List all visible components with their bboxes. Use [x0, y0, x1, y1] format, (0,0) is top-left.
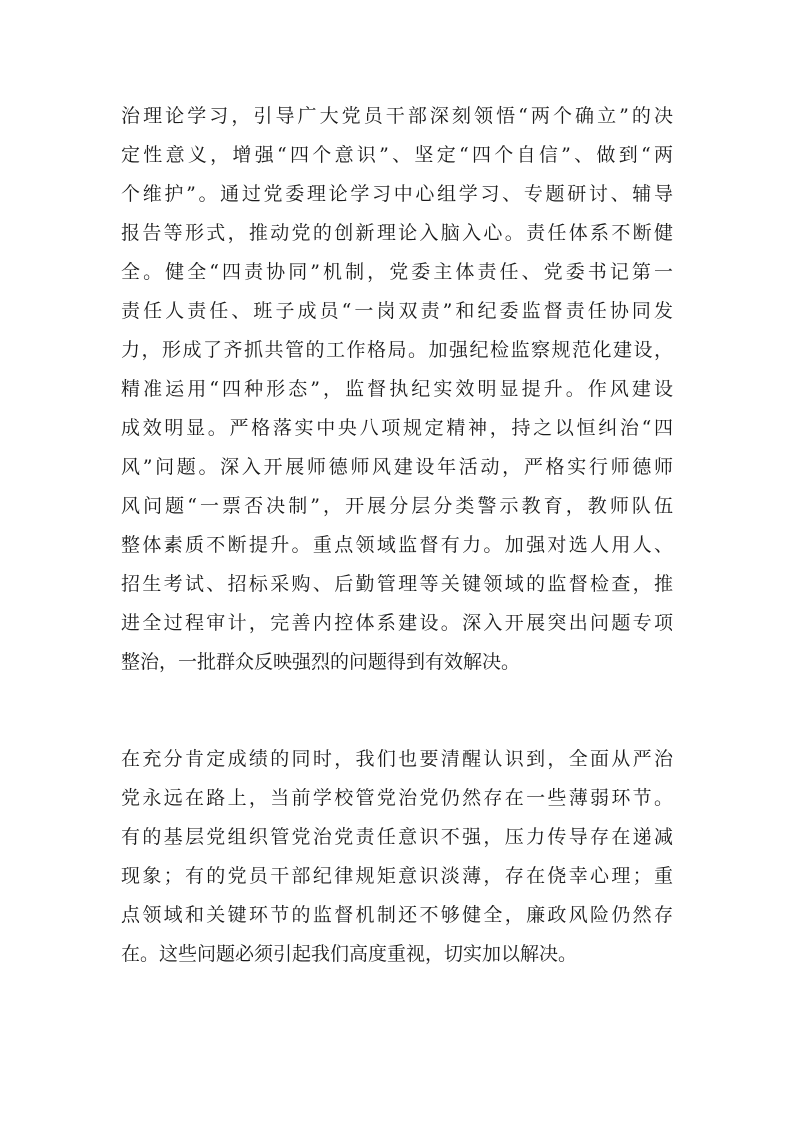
paragraph-1-line-7: 力，形成了齐抓共管的工作格局。加强纪检监察规范化建设，	[121, 339, 673, 361]
paragraph-1-line-11: 风问题“一票否决制”，开展分层分类警示教育，教师队伍	[121, 495, 673, 517]
paragraph-1-line-6: 责任人责任、班子成员“一岗双责”和纪委监督责任协同发	[121, 300, 673, 322]
paragraph-1-line-8: 精准运用“四种形态”，监督执纪实效明显提升。作风建设	[121, 378, 673, 400]
paragraph-1-line-2: 定性意义，增强“四个意识”、坚定“四个自信”、做到“两	[121, 144, 673, 166]
paragraph-2-line-6: 在。这些问题必须引起我们高度重视，切实加以解决。	[121, 943, 578, 965]
paragraph-2-line-4: 现象；有的党员干部纪律规矩意识淡薄，存在侥幸心理；重	[121, 865, 673, 887]
paragraph-1-line-14: 进全过程审计，完善内控体系建设。深入开展突出问题专项	[121, 612, 673, 634]
paragraph-2-line-2: 党永远在路上，当前学校管党治党仍然存在一些薄弱环节。	[121, 787, 673, 809]
paragraph-1-line-5: 全。健全“四责协同”机制，党委主体责任、党委书记第一	[121, 261, 673, 283]
paragraph-1-line-15: 整治，一批群众反映强烈的问题得到有效解决。	[121, 651, 521, 673]
paragraph-1-line-3: 个维护”。通过党委理论学习中心组学习、专题研讨、辅导	[121, 183, 673, 205]
paragraph-1-line-12: 整体素质不断提升。重点领域监督有力。加强对选人用人、	[121, 534, 673, 556]
paragraph-1-line-1: 治理论学习，引导广大党员干部深刻领悟“两个确立”的决	[121, 105, 673, 127]
paragraph-2-line-3: 有的基层党组织管党治党责任意识不强，压力传导存在递减	[121, 826, 673, 848]
paragraph-1-line-10: 风”问题。深入开展师德师风建设年活动，严格实行师德师	[121, 456, 673, 478]
paragraph-1-line-4: 报告等形式，推动党的创新理论入脑入心。责任体系不断健	[121, 222, 673, 244]
paragraph-2-line-1: 在充分肯定成绩的同时，我们也要清醒认识到，全面从严治	[121, 748, 673, 770]
paragraph-1-line-13: 招生考试、招标采购、后勤管理等关键领域的监督检查，推	[121, 573, 673, 595]
paragraph-2-line-5: 点领域和关键环节的监督机制还不够健全，廉政风险仍然存	[121, 904, 673, 926]
paragraph-1-line-9: 成效明显。严格落实中央八项规定精神，持之以恒纠治“四	[121, 417, 673, 439]
